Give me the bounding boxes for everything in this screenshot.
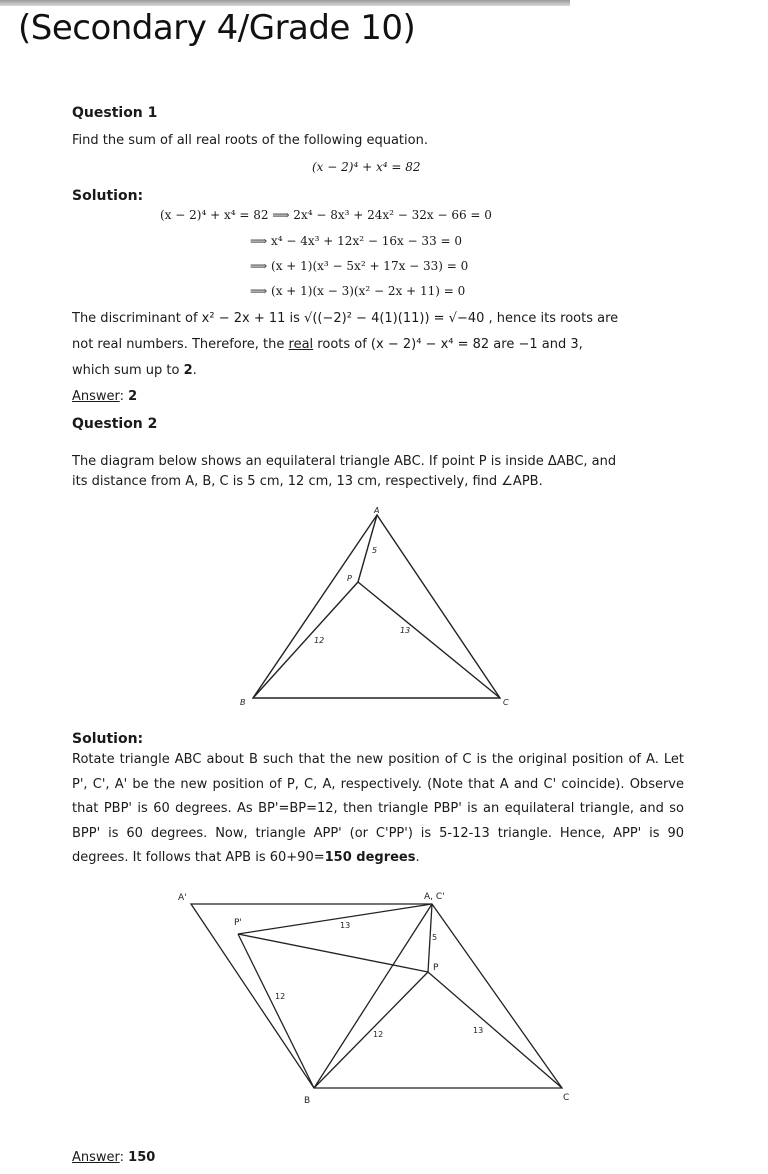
label-dist-5: 5 — [372, 546, 378, 555]
discriminant-paragraph-line-2: not real numbers. Therefore, the real roots of (x − 2)⁴ − x⁴ = 82 are −1 and 3, — [72, 337, 583, 352]
discriminant-paragraph-line-3: which sum up to 2. — [72, 363, 197, 378]
segment-p-c — [428, 972, 562, 1088]
question-2-prompt-line-2: its distance from A, B, C is 5 cm, 12 cm, 13 cm, respectively, find ∠APB. — [72, 474, 543, 489]
label-a: A — [374, 506, 380, 515]
question-1-title: Question 1 — [72, 105, 158, 121]
discriminant-paragraph-line-1: The discriminant of x² − 2x + 11 is √((−2)² − 4(1)(11)) = √−40 , hence its roots are — [72, 311, 619, 326]
label-dist-12-mid: 12 — [373, 1030, 384, 1039]
solution-step-4: ⟹ (x + 1)(x − 3)(x² − 2x + 11) = 0 — [250, 284, 466, 298]
label-dist-13-top: 13 — [340, 921, 351, 930]
label-c: C — [563, 1093, 570, 1103]
solution-step-3: ⟹ (x + 1)(x³ − 5x² + 17x − 33) = 0 — [250, 259, 469, 273]
label-p: P — [433, 963, 439, 973]
label-b: B — [304, 1096, 311, 1106]
label-dist-12: 12 — [314, 636, 325, 645]
label-dist-5: 5 — [432, 933, 438, 942]
label-b: B — [240, 698, 246, 707]
question-1-answer: Answer: 2 — [72, 389, 138, 404]
question-1-prompt: Find the sum of all real roots of the following equation. — [72, 133, 428, 148]
label-a-prime: A' — [178, 893, 187, 903]
question-2-solution-label: Solution: — [72, 731, 144, 747]
question-2-solution-text: Rotate triangle ABC about B such that the new position of C is the original position of A. Let P', C', A' be the new position of P, C, A, respectively. (Note that A and C' coincide). Observe that PBP' is 60 degrees. As BP'=BP=12, then triangle PBP' is an equilateral triangle, and so BPP' is 60 degrees. Now, triangle APP' (or C'PP') is 5-12-13 triangle. Hence, APP' is 90 degrees. It follows that APB is 60+90=150 degrees. — [72, 752, 684, 865]
segment-p1-b — [238, 934, 314, 1088]
rhombus-outline — [191, 904, 562, 1088]
segment-ac-b — [314, 904, 432, 1088]
label-c: C — [503, 698, 509, 707]
label-p: P — [347, 574, 352, 583]
page-header: (Secondary 4/Grade 10) — [18, 8, 416, 48]
label-a-c-prime: A, C' — [424, 892, 445, 902]
question-2-title: Question 2 — [72, 416, 158, 432]
segment-p1-p — [238, 934, 428, 972]
question-2-answer: Answer: 150 — [72, 1150, 156, 1165]
label-p-prime: P' — [234, 918, 242, 928]
question-1-solution-label: Solution: — [72, 188, 144, 204]
segment-p1-ac — [238, 904, 432, 934]
question-2-prompt-line-1: The diagram below shows an equilateral triangle ABC. If point P is inside ΔABC, and — [72, 454, 617, 469]
label-dist-12-left: 12 — [275, 992, 286, 1001]
solution-step-2: ⟹ x⁴ − 4x³ + 12x² − 16x − 33 = 0 — [250, 234, 463, 248]
label-dist-13-right: 13 — [473, 1026, 484, 1035]
solution-step-1: (x − 2)⁴ + x⁴ = 82 ⟹ 2x⁴ − 8x³ + 24x² − 32x − 66 = 0 — [160, 208, 492, 222]
label-dist-13: 13 — [400, 626, 411, 635]
question-1-equation: (x − 2)⁴ + x⁴ = 82 — [312, 160, 421, 174]
segment-p-b — [314, 972, 428, 1088]
